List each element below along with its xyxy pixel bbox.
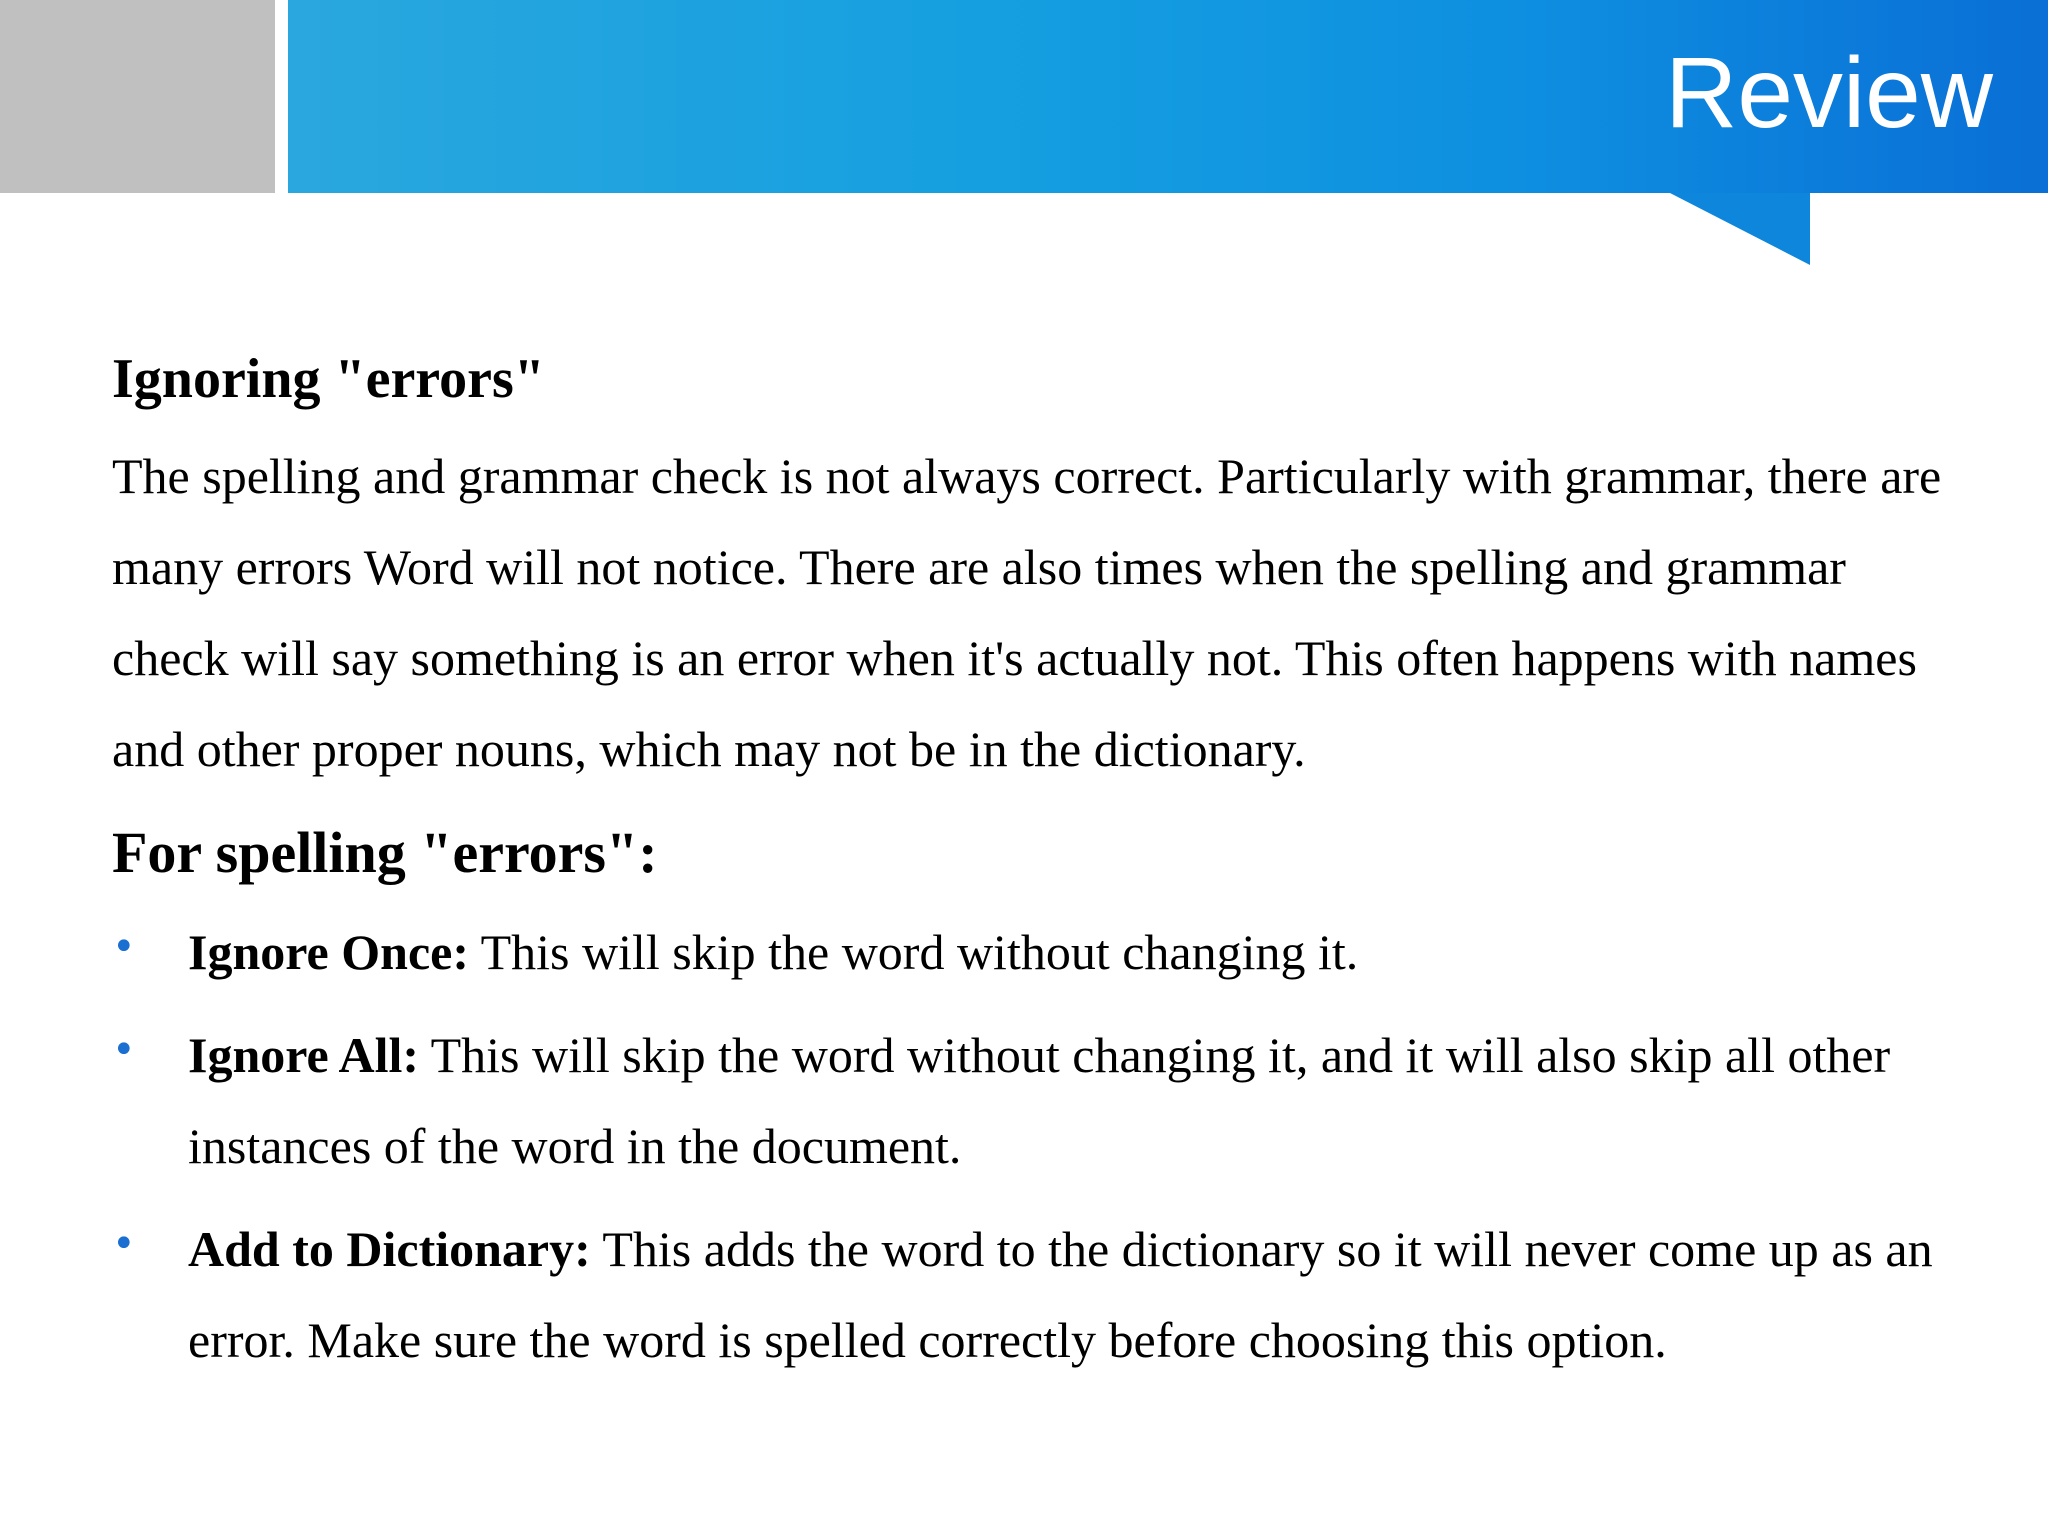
section-heading-spelling: For spelling "errors": <box>112 820 658 885</box>
bullet-text: This will skip the word without changing it. <box>468 924 1359 980</box>
options-list <box>112 907 1962 1386</box>
bullet-text: This adds the word to the dictionary so it will never come up as an error. Make sure the word is spelled correctly before choosing this option. <box>188 1221 1933 1368</box>
gray-corner-block <box>0 0 275 193</box>
list-item-ignore-once <box>112 907 1962 998</box>
list-item-ignore-all <box>112 1010 1962 1192</box>
list-item-add-to-dictionary <box>112 1204 1962 1386</box>
bullet-dot-icon: • <box>112 1221 136 1267</box>
slide-content <box>112 337 1962 1398</box>
bullet-dot-icon: • <box>112 924 136 970</box>
bullet-term: Add to Dictionary: <box>188 1221 591 1277</box>
slide-title: Review <box>1665 37 1993 149</box>
bullet-term: Ignore Once: <box>188 924 469 980</box>
section-heading-ignoring: Ignoring "errors" <box>112 348 545 410</box>
bullet-text: This will skip the word without changing it, and it will also skip all other instances of the word in the document. <box>188 1027 1891 1174</box>
intro-paragraph: The spelling and grammar check is not always correct. Particularly with grammar, there are many errors Word will not notice. There are also times when the spelling and grammar check will say something is an error when it's actually not. This often happens with names and other proper nouns, which may not be in the dictionary. <box>112 448 1942 777</box>
bullet-term: Ignore All: <box>188 1027 420 1083</box>
bullet-dot-icon: • <box>112 1027 136 1073</box>
